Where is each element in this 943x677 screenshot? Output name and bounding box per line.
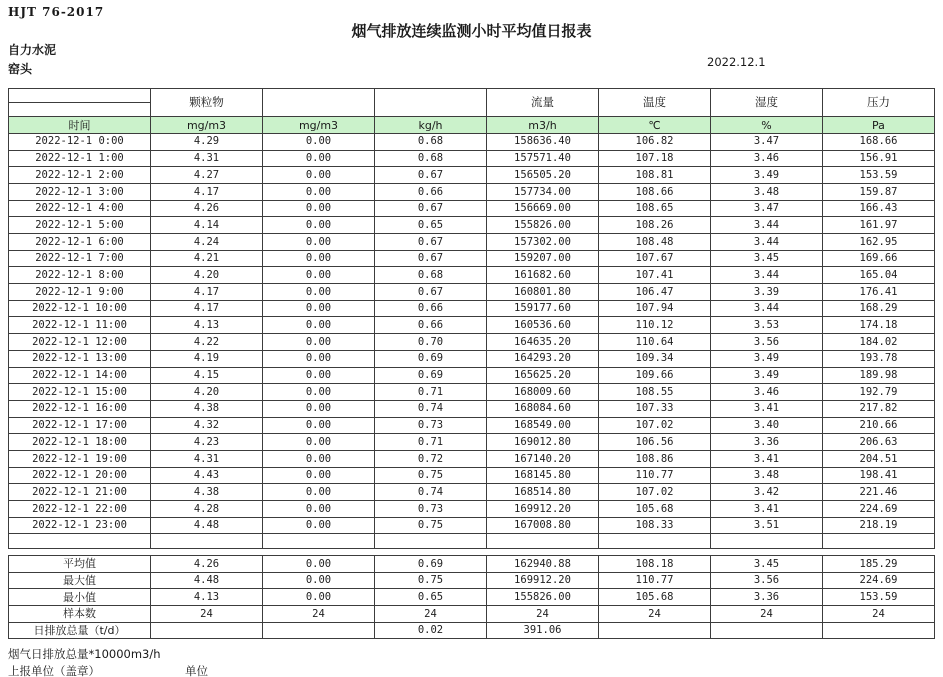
summary-value-cell	[263, 622, 375, 639]
value-cell: 3.46	[711, 384, 823, 401]
value-cell: 4.14	[151, 217, 263, 234]
value-cell: 0.00	[263, 417, 375, 434]
value-cell: 158636.40	[487, 133, 599, 150]
value-cell: 0.67	[375, 284, 487, 301]
summary-value-cell: 0.02	[375, 622, 487, 639]
value-cell: 157571.40	[487, 150, 599, 167]
value-cell: 0.00	[263, 350, 375, 367]
summary-value-cell: 4.26	[151, 556, 263, 573]
summary-value-cell: 0.00	[263, 572, 375, 589]
time-cell: 2022-12-1 14:00	[9, 367, 151, 384]
unit-label: 单位	[185, 664, 208, 677]
value-cell: 165625.20	[487, 367, 599, 384]
hourly-data-row	[9, 250, 935, 267]
value-cell: 193.78	[823, 350, 935, 367]
value-cell: 156669.00	[487, 200, 599, 217]
value-cell: 3.39	[711, 284, 823, 301]
value-cell: 160801.80	[487, 284, 599, 301]
value-cell: 0.65	[375, 217, 487, 234]
value-cell: 0.73	[375, 417, 487, 434]
value-cell: 168549.00	[487, 417, 599, 434]
value-cell: 0.00	[263, 250, 375, 267]
value-cell: 167140.20	[487, 450, 599, 467]
value-cell: 107.67	[599, 250, 711, 267]
hourly-data-row	[9, 267, 935, 284]
summary-label-cell: 平均值	[9, 556, 151, 573]
monitor-point-name: 窑头	[8, 62, 33, 76]
summary-value-cell: 0.00	[263, 589, 375, 606]
value-cell: 210.66	[823, 417, 935, 434]
value-cell: 0.67	[375, 250, 487, 267]
value-cell: 0.67	[375, 234, 487, 251]
value-cell: 4.32	[151, 417, 263, 434]
value-cell: 3.41	[711, 400, 823, 417]
summary-value-cell: 169912.20	[487, 572, 599, 589]
hourly-data-row	[9, 400, 935, 417]
value-cell: 108.65	[599, 200, 711, 217]
summary-row	[9, 556, 935, 573]
value-cell: 106.47	[599, 284, 711, 301]
value-cell: 106.82	[599, 133, 711, 150]
summary-value-cell	[711, 622, 823, 639]
empty-cell	[599, 534, 711, 549]
summary-value-cell	[823, 622, 935, 639]
value-cell: 0.66	[375, 183, 487, 200]
value-cell: 0.71	[375, 384, 487, 401]
time-cell: 2022-12-1 16:00	[9, 400, 151, 417]
summary-value-cell: 24	[151, 606, 263, 623]
hourly-data-table	[8, 88, 935, 549]
value-cell: 218.19	[823, 517, 935, 534]
hourly-data-row	[9, 133, 935, 150]
time-header-top-cell	[9, 89, 151, 103]
value-cell: 4.17	[151, 284, 263, 301]
value-cell: 107.02	[599, 484, 711, 501]
flow-total-note: 烟气日排放总量*10000m3/h	[8, 647, 161, 661]
time-cell: 2022-12-1 6:00	[9, 234, 151, 251]
value-cell: 224.69	[823, 501, 935, 518]
empty-cell	[151, 534, 263, 549]
summary-value-cell: 108.18	[599, 556, 711, 573]
value-cell: 4.24	[151, 234, 263, 251]
value-cell: 184.02	[823, 334, 935, 351]
value-cell: 3.49	[711, 367, 823, 384]
summary-value-cell: 105.68	[599, 589, 711, 606]
empty-cell	[375, 534, 487, 549]
empty-cell	[263, 534, 375, 549]
value-cell: 0.70	[375, 334, 487, 351]
value-cell: 4.38	[151, 484, 263, 501]
summary-label-cell: 最小值	[9, 589, 151, 606]
unit-label-cell: ℃	[599, 117, 711, 134]
hourly-data-row	[9, 234, 935, 251]
time-cell: 2022-12-1 7:00	[9, 250, 151, 267]
summary-value-cell: 110.77	[599, 572, 711, 589]
summary-row	[9, 622, 935, 639]
summary-value-cell: 162940.88	[487, 556, 599, 573]
unit-label-cell: %	[711, 117, 823, 134]
value-cell: 204.51	[823, 450, 935, 467]
value-cell: 168.29	[823, 300, 935, 317]
value-cell: 217.82	[823, 400, 935, 417]
value-cell: 110.64	[599, 334, 711, 351]
value-cell: 105.68	[599, 501, 711, 518]
value-cell: 4.43	[151, 467, 263, 484]
value-cell: 3.42	[711, 484, 823, 501]
value-cell: 166.43	[823, 200, 935, 217]
value-cell: 0.75	[375, 517, 487, 534]
value-cell: 159.87	[823, 183, 935, 200]
value-cell: 164635.20	[487, 334, 599, 351]
empty-cell	[823, 534, 935, 549]
time-header-bottom-cell	[9, 103, 151, 117]
value-cell: 0.00	[263, 317, 375, 334]
value-cell: 4.20	[151, 384, 263, 401]
value-cell: 0.00	[263, 183, 375, 200]
value-cell: 167008.80	[487, 517, 599, 534]
hourly-data-row	[9, 517, 935, 534]
hourly-data-row	[9, 334, 935, 351]
value-cell: 0.69	[375, 367, 487, 384]
value-cell: 162.95	[823, 234, 935, 251]
time-cell: 2022-12-1 21:00	[9, 484, 151, 501]
time-cell: 2022-12-1 17:00	[9, 417, 151, 434]
value-cell: 110.77	[599, 467, 711, 484]
hourly-data-row	[9, 183, 935, 200]
time-cell: 2022-12-1 11:00	[9, 317, 151, 334]
time-cell: 2022-12-1 9:00	[9, 284, 151, 301]
value-cell: 0.72	[375, 450, 487, 467]
value-cell: 3.41	[711, 501, 823, 518]
value-cell: 3.45	[711, 250, 823, 267]
summary-value-cell: 24	[263, 606, 375, 623]
value-cell: 108.48	[599, 234, 711, 251]
value-cell: 174.18	[823, 317, 935, 334]
value-cell: 0.75	[375, 467, 487, 484]
value-cell: 159207.00	[487, 250, 599, 267]
value-cell: 0.00	[263, 167, 375, 184]
value-cell: 156505.20	[487, 167, 599, 184]
summary-row	[9, 589, 935, 606]
hourly-data-row	[9, 317, 935, 334]
value-cell: 3.48	[711, 183, 823, 200]
value-cell: 107.18	[599, 150, 711, 167]
value-cell: 169912.20	[487, 501, 599, 518]
summary-value-cell: 24	[823, 606, 935, 623]
value-cell: 0.00	[263, 467, 375, 484]
summary-value-cell	[151, 622, 263, 639]
value-cell: 0.00	[263, 501, 375, 518]
value-cell: 109.66	[599, 367, 711, 384]
value-cell: 106.56	[599, 434, 711, 451]
time-cell: 2022-12-1 18:00	[9, 434, 151, 451]
time-cell: 2022-12-1 0:00	[9, 133, 151, 150]
time-cell: 2022-12-1 12:00	[9, 334, 151, 351]
value-cell: 0.00	[263, 300, 375, 317]
time-cell: 2022-12-1 5:00	[9, 217, 151, 234]
time-cell: 2022-12-1 19:00	[9, 450, 151, 467]
value-cell: 156.91	[823, 150, 935, 167]
standard-code-label: HJT 76-2017	[8, 5, 105, 19]
value-cell: 160536.60	[487, 317, 599, 334]
value-cell: 0.00	[263, 517, 375, 534]
summary-value-cell: 391.06	[487, 622, 599, 639]
value-cell: 4.38	[151, 400, 263, 417]
value-cell: 0.66	[375, 317, 487, 334]
value-cell: 0.66	[375, 300, 487, 317]
value-cell: 110.12	[599, 317, 711, 334]
value-cell: 0.69	[375, 350, 487, 367]
hourly-data-row	[9, 467, 935, 484]
time-cell: 2022-12-1 13:00	[9, 350, 151, 367]
summary-table	[8, 555, 935, 639]
report-title: 烟气排放连续监测小时平均值日报表	[351, 22, 592, 40]
pollutant-header-cell: 湿度	[711, 89, 823, 117]
time-cell: 2022-12-1 2:00	[9, 167, 151, 184]
summary-value-cell: 0.65	[375, 589, 487, 606]
hourly-data-row	[9, 284, 935, 301]
report-unit-label: 上报单位（盖章）	[8, 664, 100, 677]
value-cell: 107.41	[599, 267, 711, 284]
value-cell: 153.59	[823, 167, 935, 184]
pollutant-header-cell: 流量	[487, 89, 599, 117]
value-cell: 206.63	[823, 434, 935, 451]
value-cell: 168009.60	[487, 384, 599, 401]
value-cell: 108.55	[599, 384, 711, 401]
pollutant-header-cell: 压力	[823, 89, 935, 117]
value-cell: 198.41	[823, 467, 935, 484]
value-cell: 0.00	[263, 234, 375, 251]
unit-label-cell: mg/m3	[151, 117, 263, 134]
value-cell: 0.68	[375, 150, 487, 167]
value-cell: 0.00	[263, 150, 375, 167]
value-cell: 0.74	[375, 484, 487, 501]
value-cell: 4.13	[151, 317, 263, 334]
value-cell: 0.00	[263, 384, 375, 401]
value-cell: 168514.80	[487, 484, 599, 501]
pollutant-header-cell: 颗粒物	[151, 89, 263, 117]
value-cell: 108.26	[599, 217, 711, 234]
value-cell: 0.68	[375, 267, 487, 284]
value-cell: 165.04	[823, 267, 935, 284]
hourly-data-row	[9, 384, 935, 401]
value-cell: 4.48	[151, 517, 263, 534]
time-cell: 2022-12-1 4:00	[9, 200, 151, 217]
value-cell: 189.98	[823, 367, 935, 384]
time-cell: 2022-12-1 23:00	[9, 517, 151, 534]
summary-label-cell: 最大值	[9, 572, 151, 589]
time-cell: 2022-12-1 8:00	[9, 267, 151, 284]
value-cell: 3.48	[711, 467, 823, 484]
value-cell: 4.19	[151, 350, 263, 367]
value-cell: 3.51	[711, 517, 823, 534]
hourly-data-row	[9, 217, 935, 234]
time-cell: 2022-12-1 20:00	[9, 467, 151, 484]
value-cell: 168145.80	[487, 467, 599, 484]
value-cell: 4.21	[151, 250, 263, 267]
summary-value-cell: 224.69	[823, 572, 935, 589]
unit-label-cell: kg/h	[375, 117, 487, 134]
value-cell: 168.66	[823, 133, 935, 150]
value-cell: 3.44	[711, 300, 823, 317]
value-cell: 0.00	[263, 133, 375, 150]
value-cell: 4.29	[151, 133, 263, 150]
value-cell: 168084.60	[487, 400, 599, 417]
value-cell: 157734.00	[487, 183, 599, 200]
value-cell: 0.00	[263, 334, 375, 351]
value-cell: 155826.00	[487, 217, 599, 234]
value-cell: 107.02	[599, 417, 711, 434]
hourly-data-row	[9, 484, 935, 501]
value-cell: 109.34	[599, 350, 711, 367]
summary-value-cell: 3.56	[711, 572, 823, 589]
value-cell: 3.46	[711, 150, 823, 167]
value-cell: 0.68	[375, 133, 487, 150]
time-cell: 2022-12-1 10:00	[9, 300, 151, 317]
hourly-data-row	[9, 350, 935, 367]
value-cell: 3.41	[711, 450, 823, 467]
value-cell: 221.46	[823, 484, 935, 501]
summary-value-cell: 4.48	[151, 572, 263, 589]
value-cell: 0.71	[375, 434, 487, 451]
time-column-label: 时间	[9, 117, 151, 134]
empty-cell	[487, 534, 599, 549]
time-cell: 2022-12-1 22:00	[9, 501, 151, 518]
value-cell: 0.00	[263, 367, 375, 384]
value-cell: 161682.60	[487, 267, 599, 284]
summary-value-cell: 24	[599, 606, 711, 623]
time-cell: 2022-12-1 3:00	[9, 183, 151, 200]
value-cell: 169012.80	[487, 434, 599, 451]
hourly-data-row	[9, 167, 935, 184]
value-cell: 0.00	[263, 267, 375, 284]
value-cell: 4.26	[151, 200, 263, 217]
hourly-data-row	[9, 450, 935, 467]
value-cell: 4.15	[151, 367, 263, 384]
company-name: 自力水泥	[8, 43, 57, 57]
hourly-data-row	[9, 367, 935, 384]
summary-value-cell: 155826.00	[487, 589, 599, 606]
summary-row	[9, 606, 935, 623]
summary-value-cell: 24	[711, 606, 823, 623]
value-cell: 0.00	[263, 450, 375, 467]
summary-row	[9, 572, 935, 589]
value-cell: 3.36	[711, 434, 823, 451]
unit-label-cell: m3/h	[487, 117, 599, 134]
summary-label-cell: 日排放总量（t/d）	[9, 622, 151, 639]
summary-value-cell: 185.29	[823, 556, 935, 573]
unit-label-cell: mg/m3	[263, 117, 375, 134]
time-cell: 2022-12-1 1:00	[9, 150, 151, 167]
value-cell: 0.74	[375, 400, 487, 417]
pollutant-header-cell	[263, 89, 375, 117]
hourly-data-row	[9, 200, 935, 217]
value-cell: 0.67	[375, 200, 487, 217]
value-cell: 0.67	[375, 167, 487, 184]
value-cell: 4.20	[151, 267, 263, 284]
summary-value-cell: 0.00	[263, 556, 375, 573]
value-cell: 3.44	[711, 217, 823, 234]
value-cell: 4.17	[151, 183, 263, 200]
value-cell: 4.27	[151, 167, 263, 184]
value-cell: 3.47	[711, 200, 823, 217]
value-cell: 3.44	[711, 267, 823, 284]
summary-value-cell: 153.59	[823, 589, 935, 606]
value-cell: 0.00	[263, 200, 375, 217]
hourly-data-row	[9, 501, 935, 518]
value-cell: 3.53	[711, 317, 823, 334]
hourly-data-row	[9, 417, 935, 434]
unit-header-row	[9, 117, 935, 134]
hourly-data-row	[9, 150, 935, 167]
unit-label-cell: Pa	[823, 117, 935, 134]
spacer-row	[9, 534, 935, 549]
value-cell: 176.41	[823, 284, 935, 301]
summary-value-cell	[599, 622, 711, 639]
summary-value-cell: 3.36	[711, 589, 823, 606]
value-cell: 3.49	[711, 350, 823, 367]
value-cell: 4.22	[151, 334, 263, 351]
pollutant-header-cell: 温度	[599, 89, 711, 117]
summary-value-cell: 0.75	[375, 572, 487, 589]
value-cell: 0.00	[263, 284, 375, 301]
value-cell: 3.40	[711, 417, 823, 434]
summary-value-cell: 24	[487, 606, 599, 623]
value-cell: 3.49	[711, 167, 823, 184]
value-cell: 192.79	[823, 384, 935, 401]
value-cell: 108.86	[599, 450, 711, 467]
value-cell: 0.00	[263, 217, 375, 234]
value-cell: 4.23	[151, 434, 263, 451]
empty-cell	[711, 534, 823, 549]
report-date: 2022.12.1	[707, 55, 766, 69]
value-cell: 4.28	[151, 501, 263, 518]
value-cell: 3.47	[711, 133, 823, 150]
value-cell: 4.31	[151, 450, 263, 467]
empty-cell	[9, 534, 151, 549]
summary-label-cell: 样本数	[9, 606, 151, 623]
value-cell: 0.00	[263, 400, 375, 417]
summary-value-cell: 0.69	[375, 556, 487, 573]
summary-value-cell: 3.45	[711, 556, 823, 573]
value-cell: 3.56	[711, 334, 823, 351]
summary-value-cell: 4.13	[151, 589, 263, 606]
summary-value-cell: 24	[375, 606, 487, 623]
value-cell: 108.81	[599, 167, 711, 184]
hourly-data-row	[9, 300, 935, 317]
pollutant-header-row	[9, 89, 935, 103]
value-cell: 4.17	[151, 300, 263, 317]
value-cell: 161.97	[823, 217, 935, 234]
value-cell: 108.66	[599, 183, 711, 200]
value-cell: 108.33	[599, 517, 711, 534]
pollutant-header-cell	[375, 89, 487, 117]
value-cell: 107.94	[599, 300, 711, 317]
value-cell: 169.66	[823, 250, 935, 267]
value-cell: 0.73	[375, 501, 487, 518]
value-cell: 4.31	[151, 150, 263, 167]
value-cell: 157302.00	[487, 234, 599, 251]
value-cell: 164293.20	[487, 350, 599, 367]
hourly-data-row	[9, 434, 935, 451]
value-cell: 159177.60	[487, 300, 599, 317]
value-cell: 0.00	[263, 484, 375, 501]
time-cell: 2022-12-1 15:00	[9, 384, 151, 401]
value-cell: 3.44	[711, 234, 823, 251]
value-cell: 0.00	[263, 434, 375, 451]
value-cell: 107.33	[599, 400, 711, 417]
